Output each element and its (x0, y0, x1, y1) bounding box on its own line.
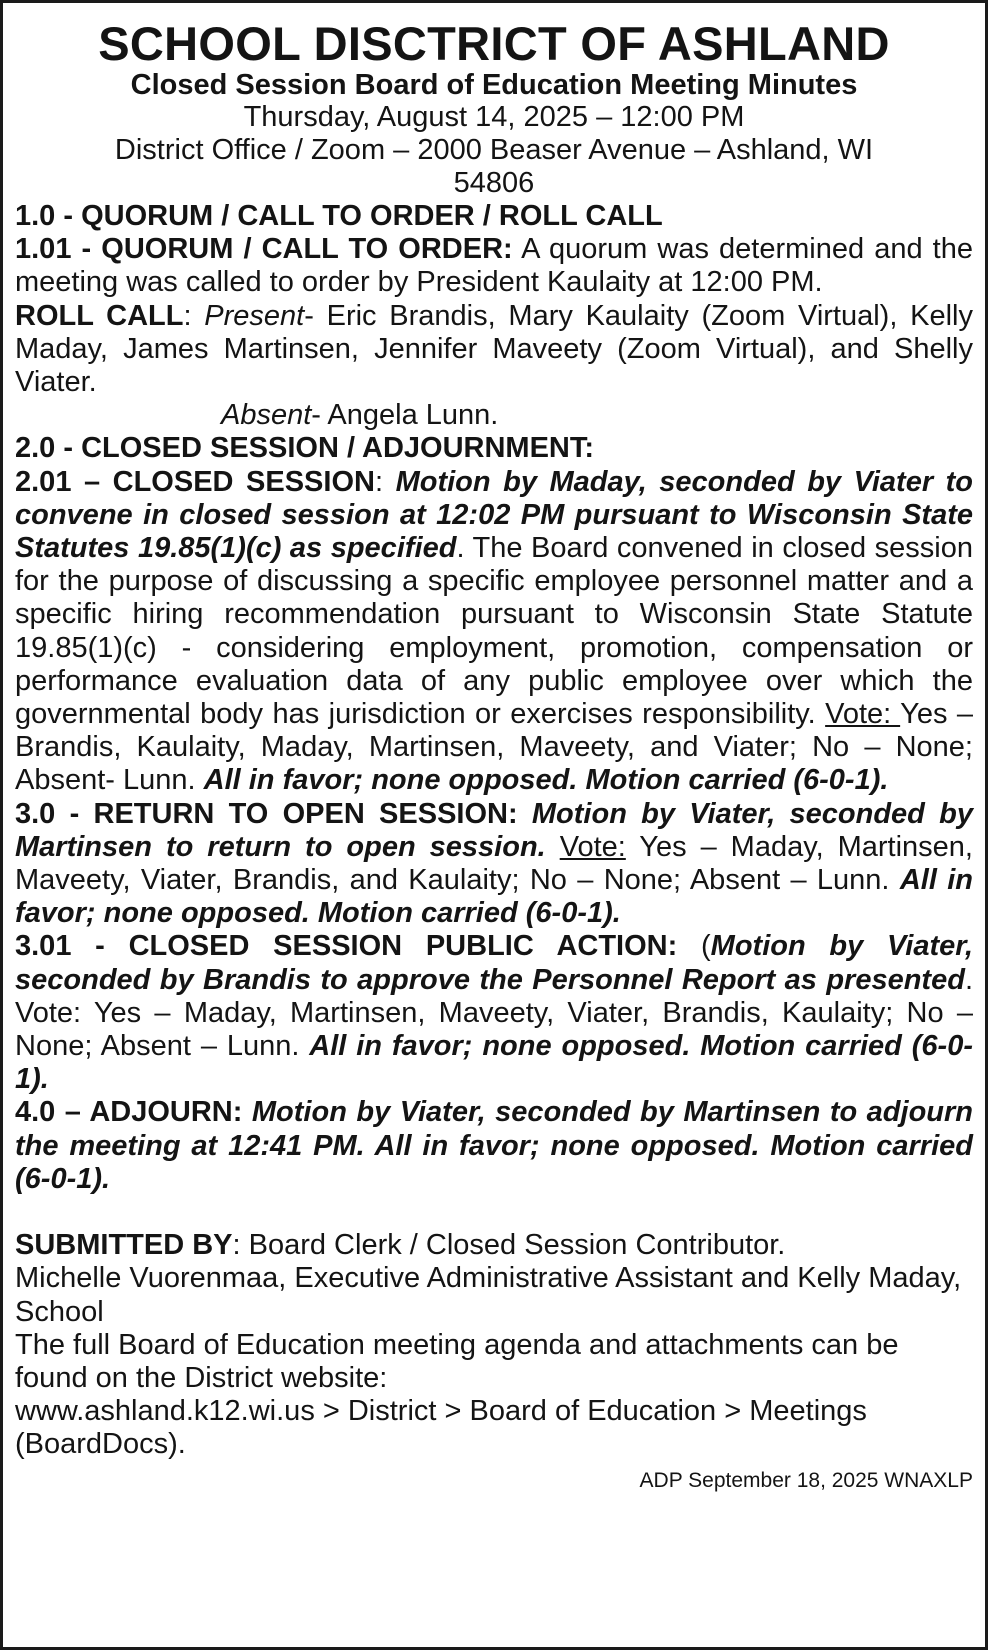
agenda-note: The full Board of Education meeting agenda and attachments can be found on the District website: (15, 1328, 899, 1394)
submitted-by (15, 1229, 973, 1262)
section-3-vote-text: Yes – Maday, Martinsen, Maveety, Viater, Brandis, and Kaulaity; No – None; Absent – Lunn. (15, 830, 973, 897)
section-2-01-result: All in favor; none opposed. Motion carried (6-0-1). (203, 764, 889, 797)
section-1-heading: 1.0 - QUORUM / CALL TO ORDER / ROLL CALL (15, 200, 663, 232)
section-4 (15, 1096, 973, 1196)
notice-header (15, 19, 973, 200)
section-2-01-colon: : (374, 465, 396, 498)
section-2-heading: 2.0 - CLOSED SESSION / ADJOURNMENT: (15, 432, 595, 465)
section-2-01-label: 2.01 – CLOSED SESSION (15, 465, 375, 498)
section-1-01-text: A quorum was determined and the meeting was called to order by President Kaulaity at 12:00 PM. (15, 233, 973, 299)
submitted-by-text: : Board Clerk / Closed Session Contributor. (232, 1229, 786, 1262)
meeting-location-zip: 54806 (453, 167, 535, 199)
present-text: - Eric Brandis, Mary Kaulaity (Zoom Virtual), Kelly Maday, James Martinsen, Jennifer Maveety (Zoom Virtual), and Shelly Viater. (15, 299, 973, 399)
submitted-names: Michelle Vuorenmaa, Executive Administrative Assistant and Kelly Maday, School (15, 1262, 962, 1328)
minutes-body (15, 200, 973, 1462)
section-1-01 (15, 233, 973, 299)
absent-label: Absent (221, 399, 312, 432)
section-4-motion: Motion by Viater, seconded by Martinsen to adjourn the meeting at 12:41 PM. All in favor; none opposed. Motion carried (6-0-1). (15, 1096, 973, 1195)
spacer (15, 1196, 973, 1229)
section-2-01-motion: Motion by Maday, seconded by Viater to convene in closed session at 12:02 PM pursuant to Wisconsin State Statutes 19.85(1)(c) as specified (15, 465, 974, 565)
page-title: SCHOOL DISCTRICT OF ASHLAND (98, 17, 890, 70)
section-3 (15, 798, 973, 931)
section-4-label: 4.0 – ADJOURN: (15, 1096, 243, 1129)
section-3-result: All in favor; none opposed. Motion carried (6-0-1). (15, 864, 973, 930)
section-2-01-text: . The Board convened in closed session for the purpose of discussing a specific employee personnel matter and a specific hiring recommendation pursuant to Wisconsin State Statute 19.85(1)(c) - considering employment, promotion, compensation or performance evaluation data of any public employee over which the governmental body has jurisdiction or exercises responsibility. (15, 532, 974, 731)
section-3-01-label: 3.01 - CLOSED SESSION PUBLIC ACTION: (15, 930, 678, 963)
meeting-date-time: Thursday, August 14, 2025 – 12:00 PM (243, 101, 745, 133)
section-3-motion: Motion by Viater, seconded by Martinsen to return to open session. (15, 797, 974, 863)
section-3-01-result: All in favor; none opposed. Motion carried (6-0-1). (15, 1030, 973, 1096)
section-3-vote-label: Vote: (559, 830, 626, 863)
present-label: Present (204, 299, 305, 332)
website-path: www.ashland.k12.wi.us > District > Board of Education > Meetings (BoardDocs). (15, 1395, 867, 1461)
section-2-01-vote-label: Vote: (825, 698, 901, 731)
section-2-01-vote-text: Yes – Brandis, Kaulaity, Maday, Martinsen, Maveety, and Viater; No – None; Absent- Lunn. (15, 698, 973, 797)
absent-text: - Angela Lunn. (311, 399, 499, 432)
section-3-01 (15, 930, 973, 1096)
submitted-by-label: SUBMITTED BY (15, 1229, 233, 1262)
section-3-01-paren: ( (677, 930, 711, 963)
roll-call-colon: : (183, 299, 205, 332)
page-subtitle: Closed Session Board of Education Meeting Minutes (130, 69, 858, 101)
roll-call-label: ROLL CALL (15, 299, 184, 332)
publication-footer: ADP September 18, 2025 WNAXLP (639, 1468, 973, 1492)
section-1-01-label: 1.01 - QUORUM / CALL TO ORDER: (15, 233, 513, 266)
section-2-01 (15, 466, 973, 798)
section-3-01-motion: Motion by Viater, seconded by Brandis to approve the Personnel Report as presented (15, 930, 973, 996)
section-3-01-text: . Vote: Yes – Maday, Martinsen, Maveety, Viater, Brandis, Kaulaity; No – None; Absent – Lunn. (15, 963, 973, 1063)
section-3-label: 3.0 - RETURN TO OPEN SESSION: (15, 797, 518, 830)
meeting-location: District Office / Zoom – 2000 Beaser Avenue – Ashland, WI (114, 134, 874, 166)
roll-call (15, 300, 973, 400)
absent-line (15, 399, 973, 432)
